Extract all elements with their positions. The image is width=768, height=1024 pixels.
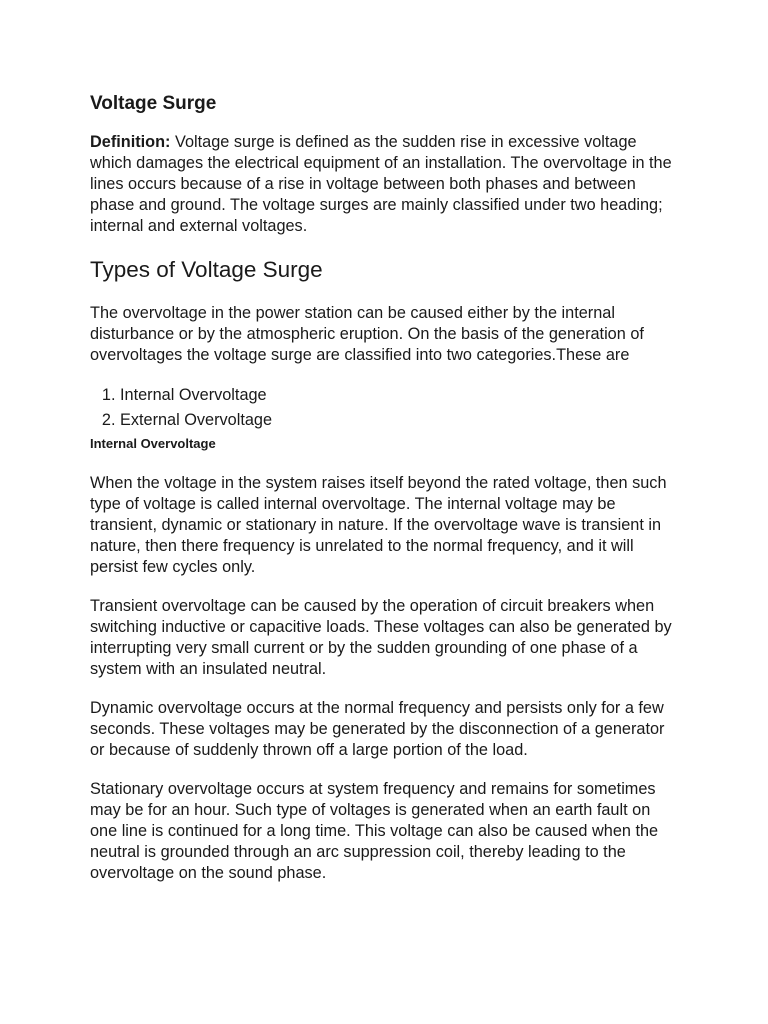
stationary-paragraph: Stationary overvoltage occurs at system frequency and remains for sometimes may be for an hour. Such type of voltages is generated when an earth fault on one line is continued for a long time. This voltage can also be caused when the neutral is grounded through an arc suppression coil, thereby leading to the overvoltage on the sound phase. [90,780,659,882]
definition-paragraph [90,132,680,237]
internal-paragraph: When the voltage in the system raises itself beyond the rated voltage, then such type of voltage is called internal overvoltage. The internal voltage may be transient, dynamic or stationary in nature. If the overvoltage wave is transient in nature, then there frequency is unrelated to the normal frequency, and it will persist few cycles only. [90,474,667,576]
types-heading: Types of Voltage Surge [90,257,323,282]
types-intro-paragraph: The overvoltage in the power station can be caused either by the internal disturbance or by the atmospheric eruption. On the basis of the generation of overvoltages the voltage surge are classified into two categories.These are [90,304,644,364]
types-list [90,383,680,433]
transient-paragraph: Transient overvoltage can be caused by the operation of circuit breakers when switching inductive or capacitive loads. These voltages can also be generated by interrupting very small current or by the sudden grounding of one phase of a system with an insulated neutral. [90,597,672,678]
internal-overvoltage-heading: Internal Overvoltage [90,436,216,451]
definition-text: Voltage surge is defined as the sudden rise in excessive voltage which damages the electrical equipment of an installation. The overvoltage in the lines occurs because of a rise in voltage between both phases and between phase and ground. The voltage surges are mainly classified under two heading; internal and external voltages. [90,133,672,235]
list-item: 1. Internal Overvoltage [120,383,680,408]
definition-label: Definition: [90,133,171,151]
page-title: Voltage Surge [90,93,217,114]
list-item: 2. External Overvoltage [120,408,680,433]
dynamic-paragraph: Dynamic overvoltage occurs at the normal frequency and persists only for a few seconds. These voltages may be generated by the disconnection of a generator or because of suddenly thrown off a large portion of the load. [90,699,665,759]
